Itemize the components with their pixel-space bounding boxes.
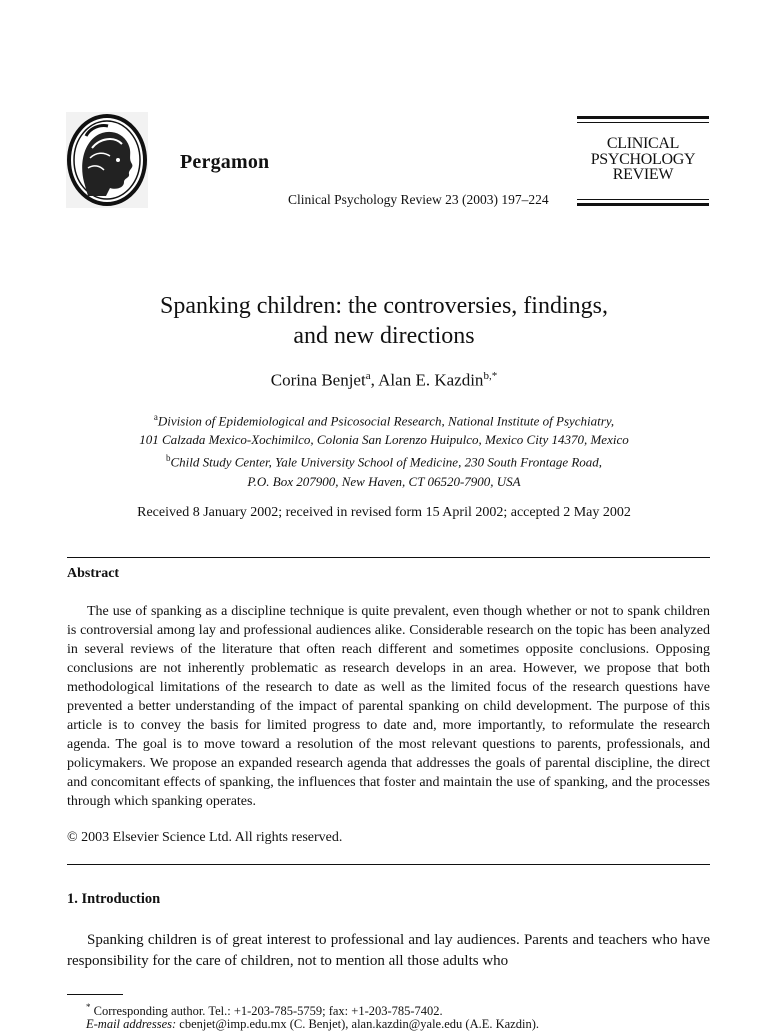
journal-rule-bottom-thin bbox=[577, 199, 709, 200]
article-title-line-1: Spanking children: the controversies, findings, bbox=[160, 293, 608, 319]
abstract-rule-top bbox=[67, 557, 710, 558]
article-title-line-2: and new directions bbox=[293, 323, 475, 349]
affiliation-a-line-2: 101 Calzada Mexico-Xochimilco, Colonia San Lorenzo Huipulco, Mexico City 14370, Mexico bbox=[139, 432, 629, 448]
affiliation-text: Child Study Center, Yale University School of Medicine, 230 South Frontage Road, bbox=[170, 454, 603, 470]
copyright-notice: © 2003 Elsevier Science Ltd. All rights reserved. bbox=[67, 830, 343, 845]
received-dates: Received 8 January 2002; received in revised form 15 April 2002; accepted 2 May 2002 bbox=[137, 505, 631, 520]
article-title bbox=[60, 291, 708, 351]
publisher-logo bbox=[66, 112, 148, 208]
abstract-rule-bottom bbox=[67, 864, 710, 865]
abstract-heading: Abstract bbox=[67, 566, 120, 581]
journal-rule-top-thick bbox=[577, 116, 709, 119]
affiliation-b-line-2: P.O. Box 207900, New Haven, CT 06520-7900, USA bbox=[247, 473, 521, 489]
affiliation-mark: a bbox=[153, 412, 158, 422]
journal-rule-top-thin bbox=[577, 122, 709, 123]
journal-name-line-2: PSYCHOLOGY bbox=[590, 150, 696, 168]
journal-name bbox=[577, 136, 709, 183]
journal-name-line-3: REVIEW bbox=[612, 166, 674, 183]
affiliation-mark: a bbox=[365, 370, 371, 382]
journal-rule-bottom-thick bbox=[577, 203, 709, 206]
email-text: cbenjet@imp.edu.mx (C. Benjet), alan.kazdin@yale.edu (A.E. Kazdin). bbox=[176, 1017, 539, 1031]
affiliation-text: Division of Epidemiological and Psicosocial Research, National Institute of Psychiatry, bbox=[157, 413, 615, 429]
author-separator: , bbox=[370, 370, 379, 390]
journal-name-line-1: CLINICAL bbox=[606, 135, 680, 152]
footnote-email-addresses bbox=[86, 1016, 539, 1033]
section-heading-introduction: 1. Introduction bbox=[67, 891, 161, 907]
affiliation-b-line-1 bbox=[60, 449, 708, 471]
affiliations bbox=[60, 408, 708, 491]
footnote-text: Corresponding author. Tel.: +1-203-785-5759; fax: +1-203-785-7402. bbox=[93, 1004, 443, 1019]
journal-citation: Clinical Psychology Review 23 (2003) 197–224 bbox=[288, 192, 549, 207]
footnote-mark: * bbox=[86, 1002, 91, 1012]
abstract-body: The use of spanking as a discipline technique is quite prevalent, even though whether or not to spank children is controversial among lay and professional audiences alike. Considerable research on the topic has been analyzed in several reviews of the literature that often reach different and sometimes opposite conclusions. Opposing conclusions are not inherently problematic as research develops in an area. However, we propose that both methodological limitations of the research to date as well as the limited focus of the research questions have prevented a better understanding of the impact of parental spanking on child development. The purpose of this article is to convey the basis for limited progress to date and, more importantly, to reformulate the research agenda. The goal is to move toward a resolution of the most relevant questions to parents, professionals, and policymakers. We propose an expanded research agenda that addresses the goals of parental discipline, the direct and concomitant effects of spanking, the influences that foster and maintain the use of spanking, and the processes through which spanking operates. bbox=[67, 604, 710, 809]
email-label: E-mail addresses: bbox=[86, 1017, 177, 1031]
author-name: Alan E. Kazdin bbox=[378, 370, 484, 390]
footnote-rule bbox=[67, 994, 123, 995]
affiliation-mark: b bbox=[165, 453, 171, 464]
publisher-name: Pergamon bbox=[180, 151, 270, 173]
author-list bbox=[60, 370, 708, 391]
affiliation-a-line-1 bbox=[60, 408, 708, 430]
author-name: Corina Benjet bbox=[270, 370, 366, 390]
helmeted-head-logo-icon bbox=[66, 112, 148, 208]
introduction-body: Spanking children is of great interest to professional and lay audiences. Parents and teachers who have responsibility for the care of children, not to mention all those adults who bbox=[67, 932, 710, 969]
affiliation-mark: b,* bbox=[483, 370, 498, 382]
